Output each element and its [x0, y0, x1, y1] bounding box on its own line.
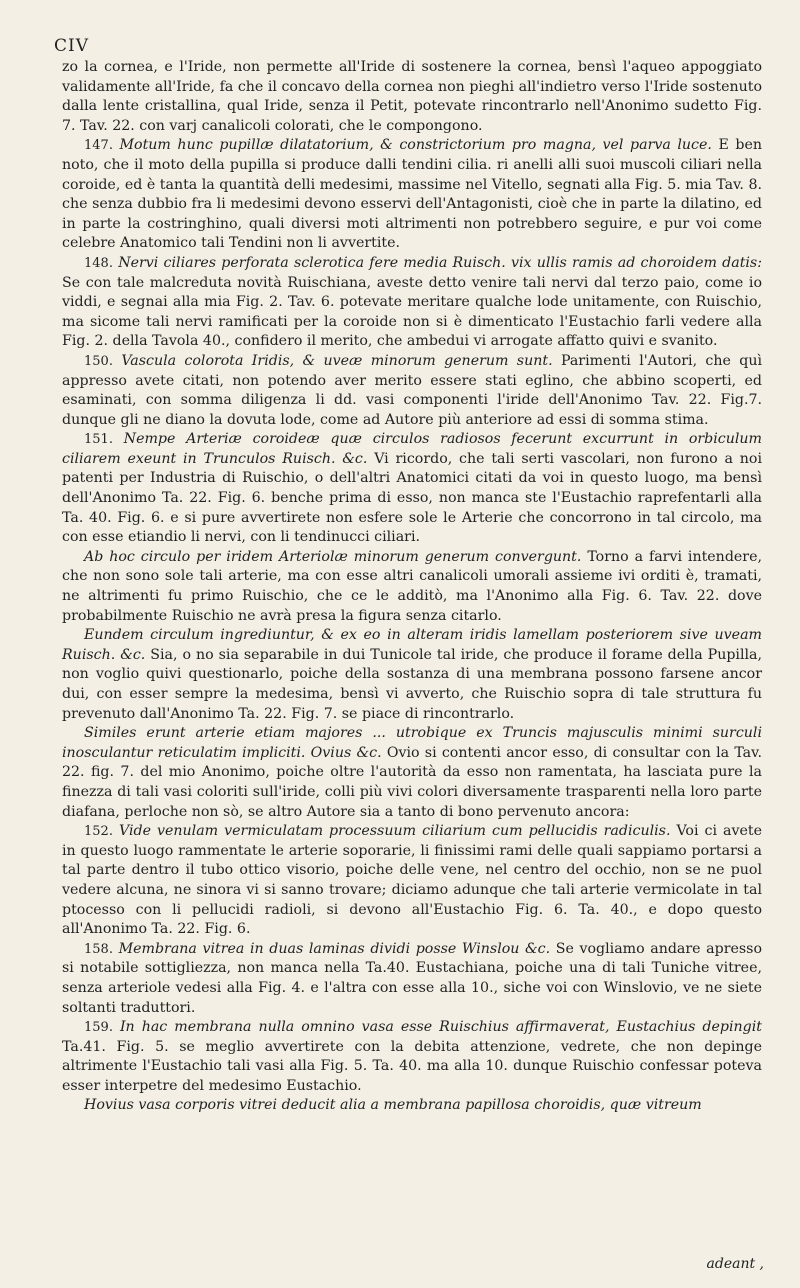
paragraph-number: 147.: [84, 138, 113, 154]
paragraph: [62, 352, 762, 430]
text-body: [62, 58, 762, 1116]
paragraph: [62, 1096, 762, 1116]
paragraph-text: Sia, o no sia separabile in dui Tunicole tal iride, che produce il forame della Pupilla, non voglio quivi questionarlo, poiche della sostanza di una membrana possono farsene ancor dui, con esser sempre la medesima, bensì vi avverto, che Ruischio sopra di tale struttura fu prevenuto dall'Anonimo Ta. 22. Fig. 7. se piace di rincontrarlo.: [62, 646, 763, 722]
latin-quote: Nervi ciliares perforata sclerotica fere media Ruisch. vix ullis ramis ad choroidem datis:: [118, 254, 762, 271]
paragraph: [62, 724, 762, 822]
latin-quote: Membrana vitrea in duas laminas dividi posse Winslou &c.: [118, 940, 551, 957]
paragraph-text: Vi ricordo, che tali serti vascolari, non furono a noi patenti per Industria di Ruischio, o dell'altri Anatomici citati da voi in questo luogo, ma bensì dell'Anonimo Ta. 22. Fig. 6. benche prima di esso, non manca ste l'Eustachio raprefentarli alla Ta. 40. Fig. 6. e si pure avvertirete non esfere sole le Arterie che concorrono in tal circolo, ma con esse etiandio li nervi, con li tendinucci ciliari.: [62, 450, 762, 546]
paragraph-text: Ovio si contenti ancor esso, di consultar con la Tav. 22. fig. 7. del mio Anonimo, poiche oltre l'autorità da esso non ramentata, ha lasciata pure la finezza di tali vasi coloriti sull'iride, colli più vivi colori diversamente trasparenti nella loro parte diafana, perloche non sò, se altro Autore sia a tanto di bono pervenuto ancora:: [62, 744, 762, 820]
latin-quote: Vascula colorota Iridis, & uveæ minorum generum sunt.: [121, 352, 553, 369]
paragraph: [62, 940, 762, 1018]
catchword: adeant ,: [706, 1256, 764, 1272]
paragraph: [62, 626, 762, 724]
latin-quote: Hovius vasa corporis vitrei deducit alia a membrana papillosa choroidis, quæ vitreum: [84, 1097, 702, 1114]
latin-quote: Ab hoc circulo per iridem Arteriolæ minorum generum convergunt.: [84, 548, 582, 565]
paragraph: [62, 136, 762, 254]
paragraph: [62, 822, 762, 940]
latin-quote: Eundem circulum ingrediuntur, & ex eo in alteram iridis lamellam posteriorem sive uveam Ruisch. &c.: [62, 627, 762, 663]
paragraph-number: 148.: [84, 255, 113, 271]
latin-quote: Nempe Arteriæ coroideæ quæ circulos radiosos fecerunt excurrunt in orbiculum ciliarem exeunt in Trunculos Ruisch. &c.: [62, 431, 762, 467]
paragraph-text: Ta.41. Fig. 5. se meglio avvertirete con la debita attenzione, vedrete, che non depinge altrimente l'Eustachio tali vasi alla Fig. 5. Ta. 40. ma alla 10. dunque Ruischio confessar poteva esser interpetre del medesimo Eustachio.: [62, 1038, 762, 1094]
paragraph-number: 151.: [84, 432, 113, 448]
paragraph-text: Se vogliamo andare apresso si notabile sottigliezza, non manca nella Ta.40. Eustachiana, poiche una di tali Tuniche vitree, senza arteriole vedesi alla Fig. 4. e l'altra con esse alla 10., siche voi con Winslovio, ve ne siete soltanti traduttori.: [62, 940, 763, 1016]
paragraph-text: Se con tale malcreduta novità Ruischiana, aveste detto venire tali nervi dal terzo paio, come io viddi, e segnai alla mia Fig. 2. Tav. 6. potevate meritare qualche lode unitamente, con Ruischio, ma sicome tali nervi ramificati per la coroide non si è dimenticato l'Eustachio farli vedere alla Fig. 2. della Tavola 40., confidero il merito, che ambedui vi arrogate affatto quivi e svanito.: [62, 274, 762, 350]
paragraph: [62, 430, 762, 548]
latin-quote: Vide venulam vermiculatam processuum ciliarium cum pellucidis radiculis.: [118, 823, 671, 840]
paragraph-text: Parimenti l'Autori, che quì appresso avete citati, non potendo aver merito essere stati eglino, che abbino scoperti, ed esaminati, con somma diligenza li dd. vasi componenti l'iride dell'Anonimo Tav. 22. Fig.7. dunque gli ne diano la dovuta lode, come ad Autore più anteriore ad essi di somma stima.: [62, 352, 763, 428]
paragraph-number: 158.: [84, 941, 113, 957]
page-number: CIV: [54, 36, 89, 56]
paragraph-text: Voi ci avete in questo luogo rammentate le arterie soporarie, li finissimi rami delle quali sappiamo portarsi a tal parte dentro il tubo ottico visorio, poiche delle vene, nel centro del occhio, non se ne puol vedere alcuna, ne sinora vi si sanno trovare; diciamo adunque che tali arterie vermicolate in tal ptocesso con li pellucidi radioli, si devono all'Eustachio Fig. 6. Ta. 40., e dopo questo all'Anonimo Ta. 22. Fig. 6.: [62, 823, 762, 938]
latin-quote: Similes erunt arterie etiam majores ... utrobique ex Truncis majusculis minimi surculi inosculantur reticulatim impliciti. Ovius &c.: [62, 725, 762, 761]
paragraph-number: 152.: [84, 824, 113, 840]
paragraph-text: zo la cornea, e l'Iride, non permette all'Iride di sostenere la cornea, bensì l'aqueo appoggiato validamente all'Iride, fa che il concavo della cornea non pieghi all'indietro verso l'Iride sostenuto dalla lente cristallina, qual Iride, senza il Petit, potevate rincontrarlo nell'Anonimo sudetto Fig. 7. Tav. 22. con varj canalicoli colorati, che le compongono.: [62, 59, 762, 134]
latin-quote: Motum hunc pupillæ dilatatorium, & constrictorium pro magna, vel parva luce.: [119, 137, 712, 154]
paragraph-number: 150.: [84, 353, 113, 369]
paragraph-number: 159.: [84, 1020, 113, 1036]
paragraph: [62, 254, 762, 352]
latin-quote: In hac membrana nulla omnino vasa esse Ruischius affirmaverat, Eustachius depingit: [119, 1019, 762, 1036]
paragraph: [62, 548, 762, 626]
paragraph-text: Torno a farvi intendere, che non sono sole tali arterie, ma con esse altri canalicoli umorali assieme ivi orditi è, tramati, ne altrimenti fu primo Ruischio, che ce le additò, ma l'Anonimo alla Fig. 6. Tav. 22. dove probabilmente Ruischio ne avrà presa la figura senza citarlo.: [62, 548, 762, 624]
paragraph-text: E ben noto, che il moto della pupilla si produce dalli tendini cilia. ri anelli alli suoi muscoli ciliari nella coroide, ed è tanta la quantità delli medesimi, massime nel Vitello, segnati alla Fig. 5. mia Tav. 8. che senza dubbio fra li medesimi devono esservi dell'Antagonisti, cioè che in parte la dilatino, ed in parte la costringhino, quali diversi moti altrimenti non potrebbero seguire, e pur voi come celebre Anatomico tali Tendini non li avvertite.: [62, 137, 762, 252]
paragraph: [62, 1018, 762, 1096]
paragraph: [62, 58, 762, 136]
